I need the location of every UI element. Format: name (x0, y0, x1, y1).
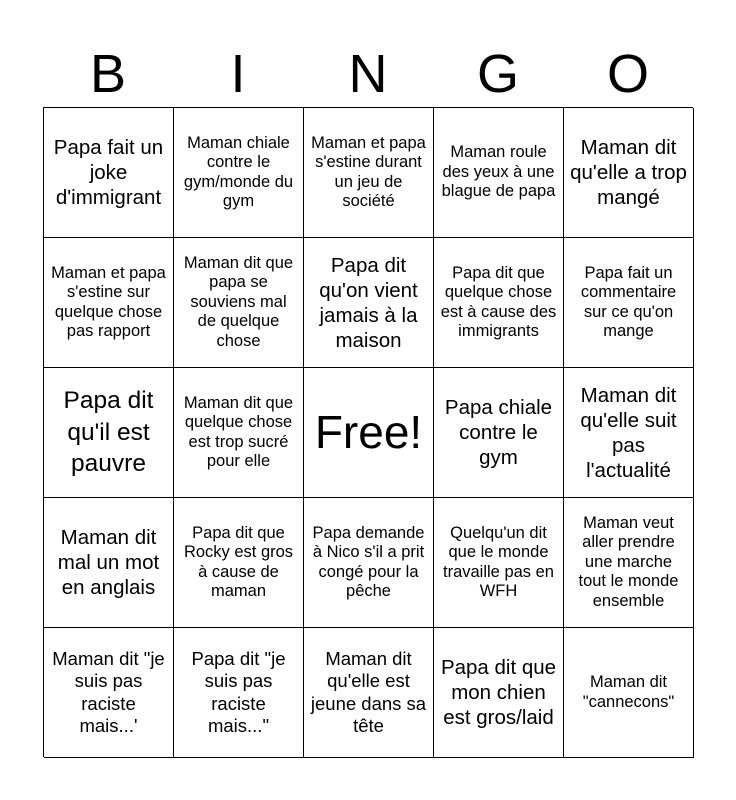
header-letter-g: G (476, 44, 519, 104)
bingo-cell[interactable]: Papa dit que mon chien est gros/laid (434, 628, 564, 758)
header-letter-i: I (230, 44, 246, 104)
bingo-cell[interactable]: Papa fait un commentaire sur ce qu'on mange (564, 238, 694, 368)
bingo-cell[interactable]: Quelqu'un dit que le monde travaille pas en WFH (434, 498, 564, 628)
bingo-cell[interactable]: Maman dit mal un mot en anglais (44, 498, 174, 628)
bingo-cell[interactable]: Maman dit "cannecons" (564, 628, 694, 758)
bingo-cell[interactable]: Maman et papa s'estine durant un jeu de société (304, 108, 434, 238)
bingo-cell[interactable]: Papa dit qu'on vient jamais à la maison (304, 238, 434, 368)
bingo-cell[interactable]: Papa demande à Nico s'il a prit congé pour la pêche (304, 498, 434, 628)
bingo-cell[interactable]: Papa dit qu'il est pauvre (44, 368, 174, 498)
bingo-cell[interactable]: Maman roule des yeux à une blague de papa (434, 108, 564, 238)
header-letter-o: O (606, 44, 649, 104)
bingo-cell[interactable]: Papa chiale contre le gym (434, 368, 564, 498)
bingo-cell[interactable]: Maman et papa s'estine sur quelque chose pas rapport (44, 238, 174, 368)
bingo-cell[interactable]: Maman dit qu'elle a trop mangé (564, 108, 694, 238)
bingo-cell[interactable]: Maman chiale contre le gym/monde du gym (174, 108, 304, 238)
bingo-cell[interactable]: Papa dit que Rocky est gros à cause de maman (174, 498, 304, 628)
bingo-header (43, 42, 693, 106)
bingo-cell[interactable]: Papa fait un joke d'immigrant (44, 108, 174, 238)
free-space-cell[interactable]: Free! (304, 368, 434, 498)
bingo-cell[interactable]: Papa dit "je suis pas raciste mais..." (174, 628, 304, 758)
bingo-cell[interactable]: Maman veut aller prendre une marche tout le monde ensemble (564, 498, 694, 628)
bingo-cell[interactable]: Papa dit que quelque chose est à cause des immigrants (434, 238, 564, 368)
header-letter-b: B (89, 44, 127, 104)
bingo-cell[interactable]: Maman dit "je suis pas raciste mais...' (44, 628, 174, 758)
bingo-cell[interactable]: Maman dit qu'elle suit pas l'actualité (564, 368, 694, 498)
bingo-cell[interactable]: Maman dit qu'elle est jeune dans sa tête (304, 628, 434, 758)
bingo-cell[interactable]: Maman dit que quelque chose est trop sucré pour elle (174, 368, 304, 498)
header-letter-n: N (348, 44, 388, 104)
bingo-cell[interactable]: Maman dit que papa se souviens mal de quelque chose (174, 238, 304, 368)
bingo-board (43, 107, 693, 757)
